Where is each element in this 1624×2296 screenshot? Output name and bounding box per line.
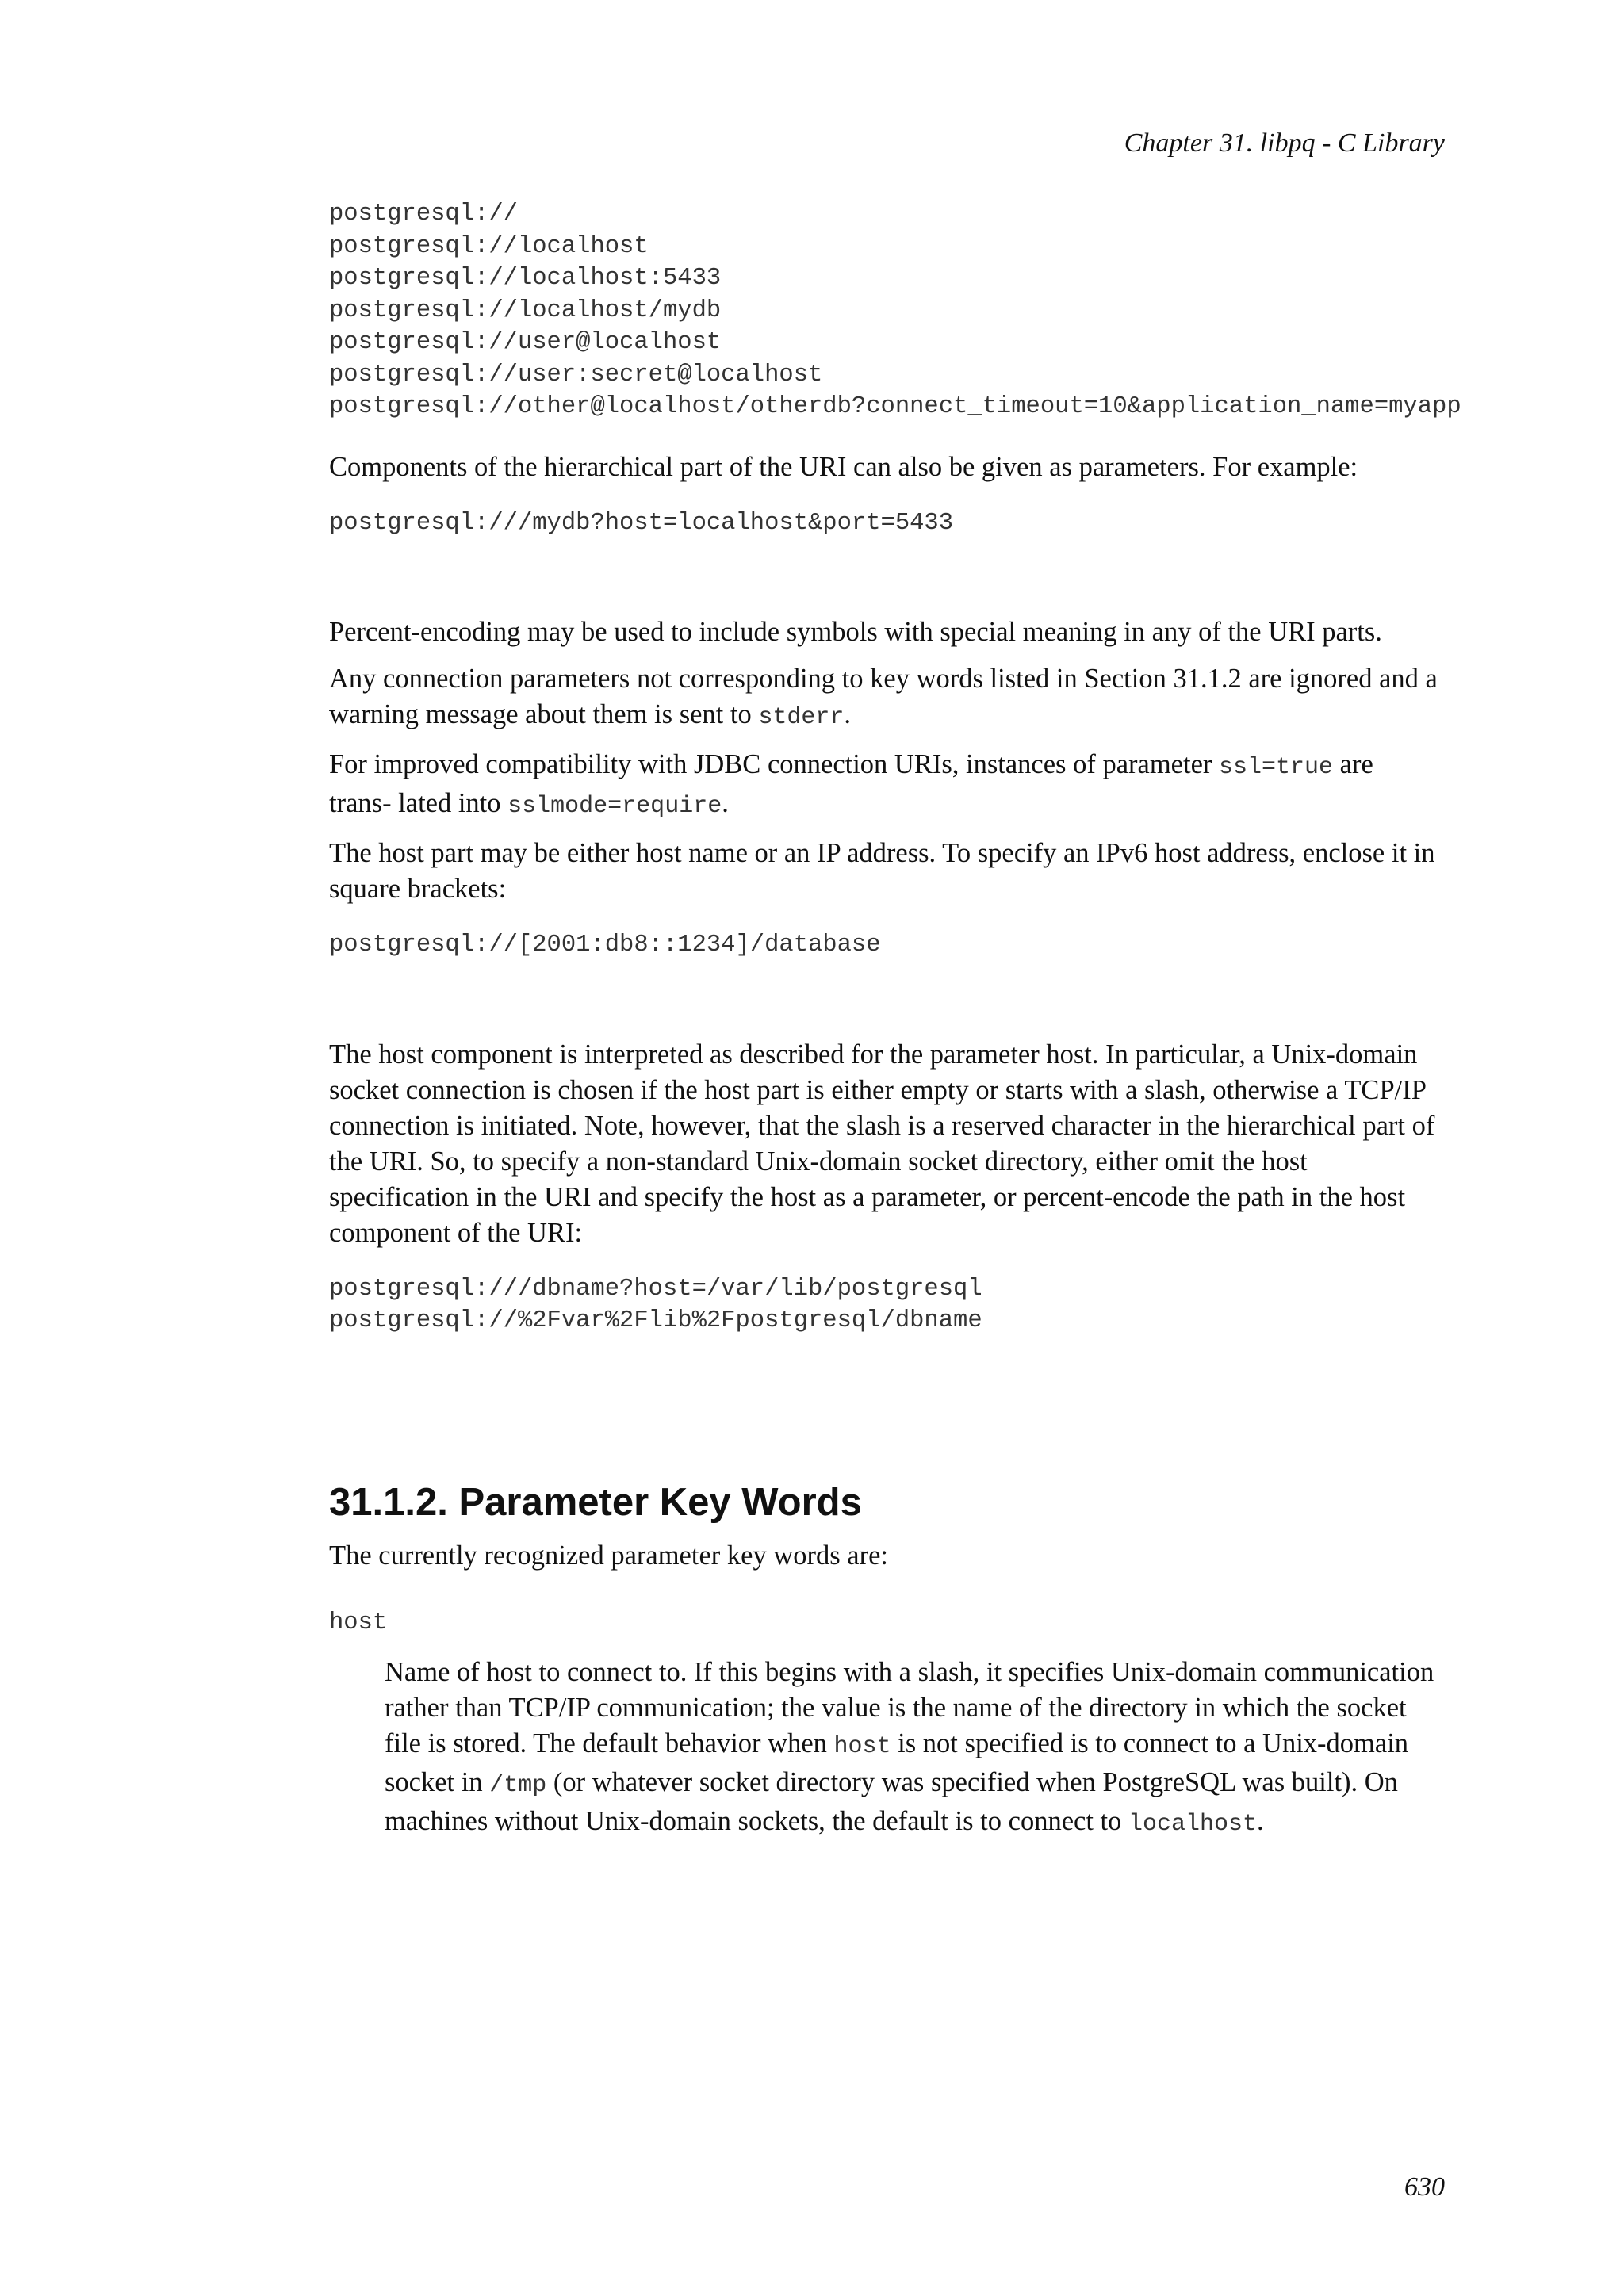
uri-examples-block (329, 198, 1461, 423)
uri-example: postgresql://%2Fvar%2Flib%2Fpostgresql/dbname (329, 1307, 982, 1334)
inline-code-host: host (833, 1732, 891, 1760)
uri-example: postgresql:// (329, 201, 518, 228)
uri-example: postgresql:///dbname?host=/var/lib/postgresql (329, 1275, 982, 1303)
keyword-term: host (329, 1609, 388, 1636)
uri-example: postgresql://other@localhost/otherdb?connect_timeout=10&application_name=myapp (329, 393, 1461, 420)
inline-code-stderr: stderr (758, 704, 845, 731)
section-intro: The currently recognized parameter key words are: (329, 1540, 888, 1571)
inline-code-ssl-true: ssl=true (1219, 754, 1334, 781)
inline-code-sslmode: sslmode=require (508, 793, 722, 820)
running-head: Chapter 31. libpq - C Library (1124, 128, 1445, 158)
page-number: 630 (1404, 2172, 1445, 2202)
paragraph-components: Components of the hierarchical part of the URI can also be given as parameters. For example: (329, 451, 1358, 482)
uri-example-ipv6: postgresql://[2001:db8::1234]/database (329, 932, 881, 959)
paragraph-host-part: The host part may be either host name or an IP address. To specify an IPv6 host address, enclose it in square brackets: (329, 838, 1435, 904)
paragraph-host-component: The host component is interpreted as described for the parameter host. In particular, a Unix-domain socket connection is chosen if the host part is either empty or starts with a slash, otherwise a TCP/IP connection is initiated. Note, however, that the slash is a reserved character in the hierarchical part of the URI. So, to specify a non-standard Unix-domain socket directory, either omit the host specification in the URI and specify the host as a parameter, or percent-encode the path in the host component of the URI: (329, 1039, 1435, 1248)
uri-example: postgresql://localhost (329, 232, 649, 260)
keyword-description: Name of host to connect to. If this begins with a slash, it specifies Unix-domain communication rather than TCP/IP communication; the value is the name of the directory in which the socket file is stored. The default behavior when host is not specified is to connect to a Unix-domain socket in /tmp (or whatever socket directory was specified when PostgreSQL was built). On machines without Unix-domain sockets, the default is to connect to localhost. (385, 1656, 1434, 1838)
uri-example: postgresql://localhost/mydb (329, 297, 722, 324)
paragraph-ignored-parameters: Any connection parameters not corresponding to key words listed in Section 31.1.2 are ignored and a warning message about them is sent to stderr. (329, 664, 1438, 731)
page-content (329, 198, 1461, 1843)
uri-example: postgresql://localhost:5433 (329, 265, 722, 292)
inline-code-localhost: localhost (1128, 1810, 1258, 1838)
uri-examples-socket-block (329, 1273, 1439, 1337)
inline-code-tmp: /tmp (489, 1771, 547, 1799)
paragraph-percent-encoding: Percent-encoding may be used to include symbols with special meaning in any of the URI parts. (329, 617, 1382, 647)
uri-example: postgresql://user:secret@localhost (329, 361, 823, 388)
section-heading: 31.1.2. Parameter Key Words (329, 1480, 862, 1524)
paragraph-jdbc: For improved compatibility with JDBC connection URIs, instances of parameter ssl=true are trans- lated into sslmode=require. (329, 749, 1373, 820)
uri-example-params: postgresql:///mydb?host=localhost&port=5433 (329, 509, 954, 537)
uri-example: postgresql://user@localhost (329, 329, 722, 356)
keyword-entry-host (329, 1607, 1439, 1843)
